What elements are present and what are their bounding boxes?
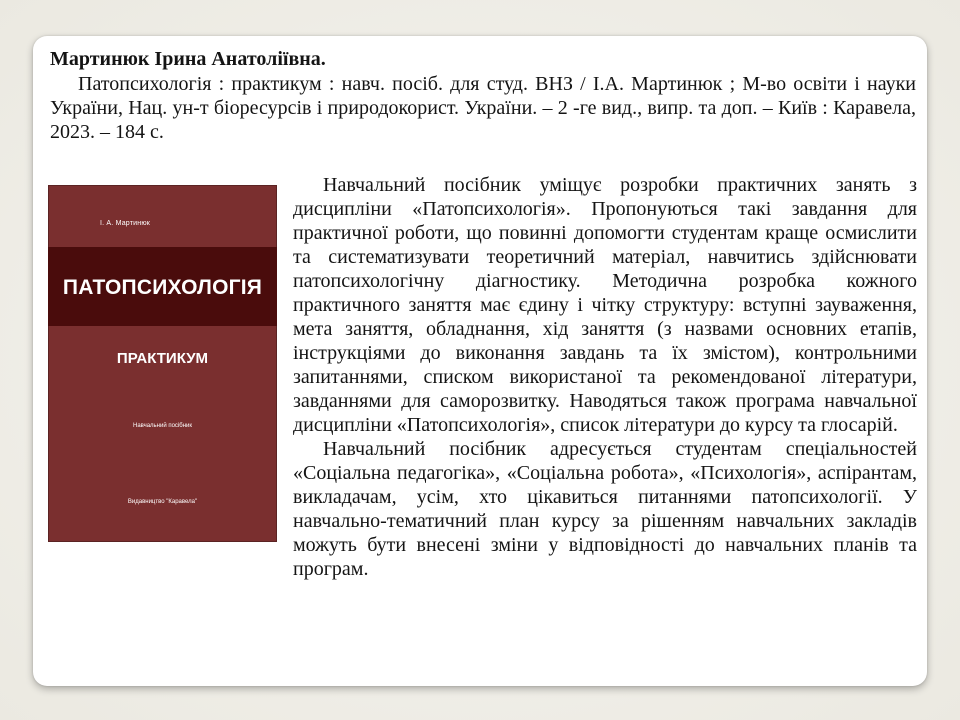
description-paragraph: Навчальний посібник адресується студентам спеціальностей «Соціальна педагогіка», «Соціальна робота», «Психологія», аспірантам, викладачам, усім, хто цікавиться питаннями патопсихології. У навчально-тематичний план курсу за рішенням навчальних закладів можуть бути внесені зміни у відповідності до навчальних планів та програм.	[293, 438, 917, 580]
book-description	[293, 173, 917, 581]
description-paragraph: Навчальний посібник уміщує розробки практичних занять з дисципліни «Патопсихологія». Пропонуються такі завдання для практичної роботи, що повинні допомогти студентам краще осмислити та систематизувати теоретичний матеріал, навчитись здійснювати патопсихологічну діагностику. Методична розробка кожного практичного заняття має єдину і чітку структуру: вступні зауваження, мета заняття, обладнання, хід заняття (з назвами основних етапів, інструкціями до виконання завдань та їх змістом), контрольними запитаннями, списком використаної та рекомендованої літератури, завданнями для саморозвитку. Наводяться також програма навчальної дисципліни «Патопсихологія», список літератури до курсу та глосарій.	[293, 174, 917, 436]
cover-title: ПАТОПСИХОЛОГІЯ	[62, 276, 263, 299]
cover-publisher: Видавництво "Каравела"	[127, 499, 198, 505]
book-author: Мартинюк Ірина Анатоліївна.	[50, 48, 326, 70]
book-cover-image	[48, 185, 277, 542]
cover-book-type: Навчальний посібник	[132, 423, 192, 429]
bibliographic-citation: Патопсихологія : практикум : навч. посіб. для студ. ВНЗ / І.А. Мартинюк ; М-во освіти і науки України, Нац. ун-т біоресурсів і природокорист. України. – 2 -ге вид., випр. та доп. – Київ : Каравела, 2023. – 184 с.	[50, 73, 916, 143]
cover-subtitle: ПРАКТИКУМ	[116, 350, 209, 367]
cover-author: І. А. Мартинюк	[100, 220, 151, 227]
